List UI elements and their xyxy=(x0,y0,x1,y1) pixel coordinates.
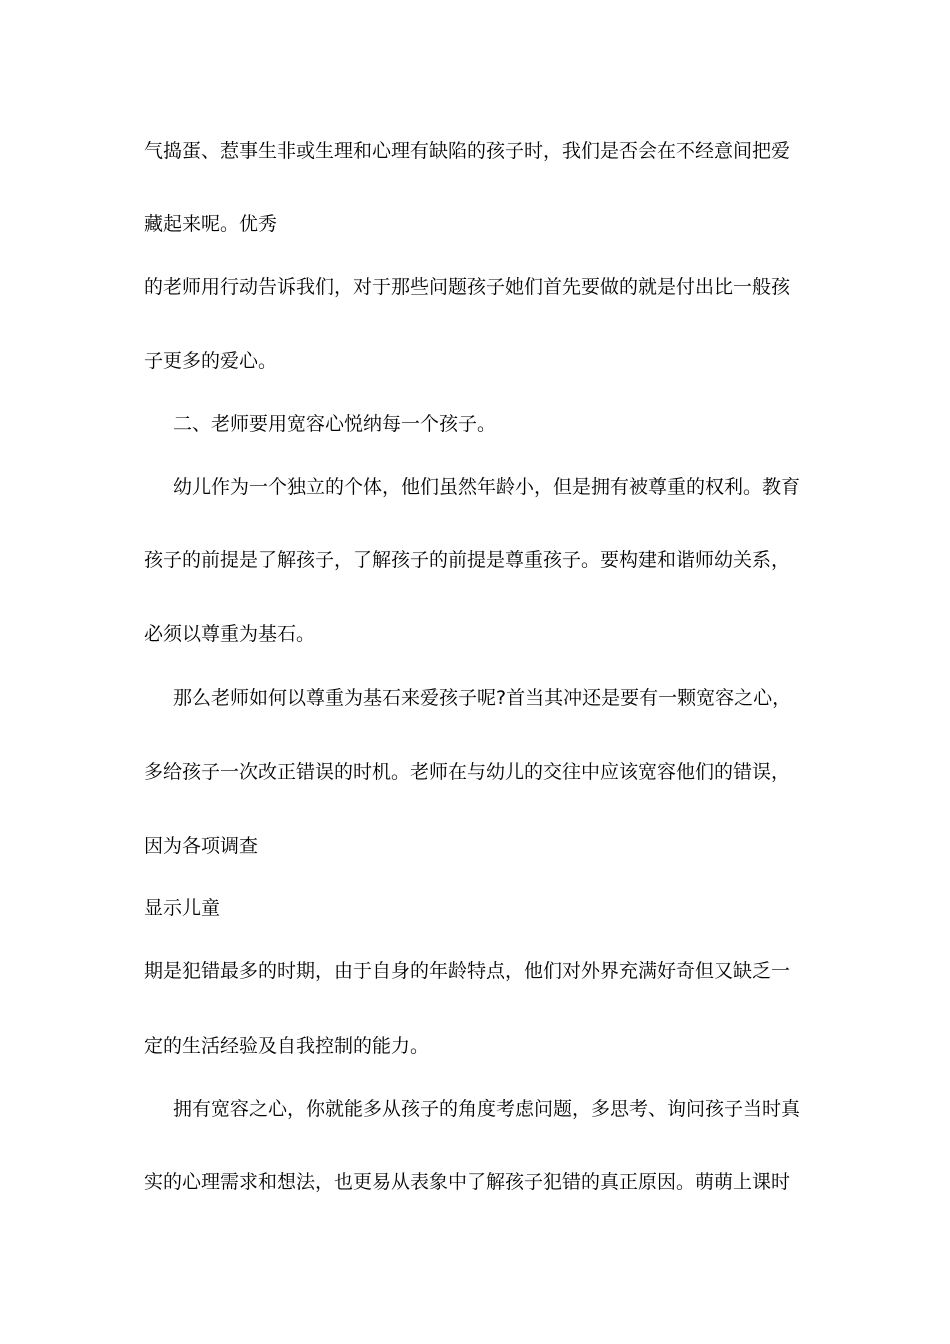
section-heading-2: 二、老师要用宽容心悦纳每一个孩子。 xyxy=(173,413,497,435)
text-line-8: 必须以尊重为基石。 xyxy=(144,623,316,645)
text-line-4: 子更多的爱心。 xyxy=(144,350,278,372)
text-line-12: 显示儿童 xyxy=(144,897,221,919)
text-line-9: 那么老师如何以尊重为基石来爱孩子呢?首当其冲还是要有一颗宽容之心， xyxy=(173,687,792,709)
text-line-10: 多给孩子一次改正错误的时机。老师在与幼儿的交往中应该宽容他们的错误， xyxy=(144,761,791,783)
text-line-1: 气捣蛋、惹事生非或生理和心理有缺陷的孩子时，我们是否会在不经意间把爱 xyxy=(144,140,791,162)
text-line-13: 期是犯错最多的时期，由于自身的年龄特点，他们对外界充满好奇但又缺乏一 xyxy=(144,960,791,982)
text-line-3: 的老师用行动告诉我们，对于那些问题孩子她们首先要做的就是付出比一般孩 xyxy=(144,276,791,298)
text-line-14: 定的生活经验及自我控制的能力。 xyxy=(144,1035,430,1057)
text-line-16: 实的心理需求和想法，也更易从表象中了解孩子犯错的真正原因。萌萌上课时 xyxy=(144,1171,791,1193)
text-line-11: 因为各项调查 xyxy=(144,835,259,857)
text-line-7: 孩子的前提是了解孩子，了解孩子的前提是尊重孩子。要构建和谐师幼关系， xyxy=(144,549,791,571)
text-line-15: 拥有宽容之心，你就能多从孩子的角度考虑问题，多思考、询问孩子当时真 xyxy=(173,1098,801,1120)
text-line-6: 幼儿作为一个独立的个体，他们虽然年龄小，但是拥有被尊重的权利。教育 xyxy=(173,476,801,498)
text-line-2: 藏起来呢。优秀 xyxy=(144,213,278,235)
